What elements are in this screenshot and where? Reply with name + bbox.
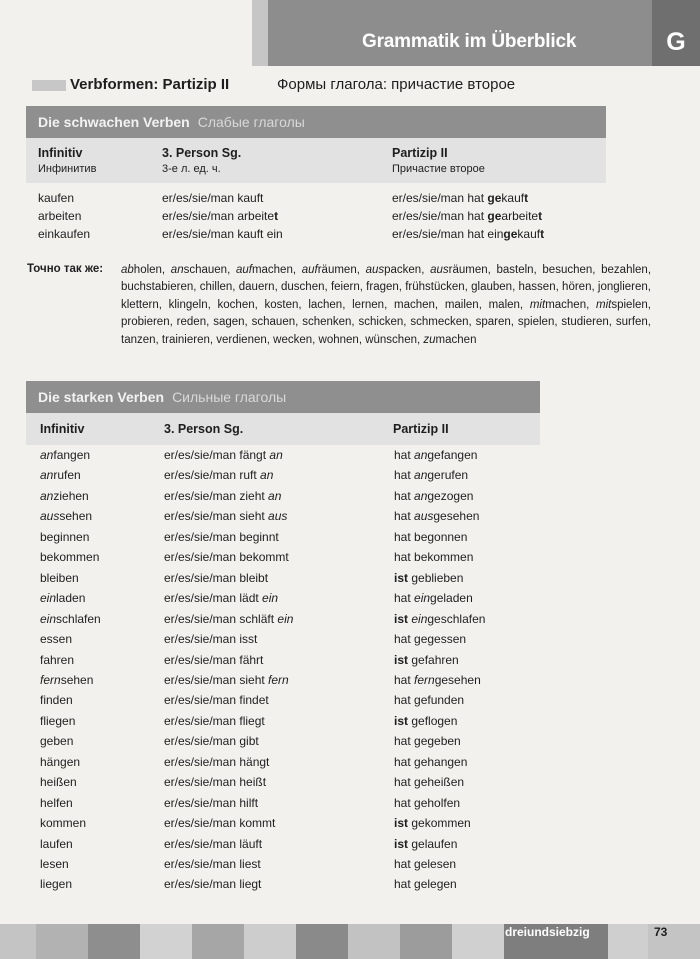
text-fragment: hat: [394, 509, 415, 524]
strong-verbs-band: [26, 381, 540, 413]
strong-infinitiv: [40, 468, 81, 482]
text-fragment: hat: [394, 468, 415, 483]
text-fragment: fern: [268, 672, 289, 687]
strong-band-de: Die starken Verben: [38, 389, 165, 405]
strong-partizip: [394, 468, 468, 482]
weak-partizip: [392, 209, 542, 223]
text-fragment: gekommen: [408, 816, 471, 831]
strong-person-form: [164, 693, 269, 707]
strong-person-form: [164, 591, 278, 605]
text-fragment: bleiben: [40, 570, 79, 585]
footer-block: [296, 924, 348, 959]
strong-person-form: [164, 571, 268, 585]
weak-infinitiv: einkaufen: [38, 227, 91, 241]
strong-partizip: [394, 755, 467, 769]
text-fragment: gefahren: [408, 652, 459, 667]
text-fragment: ge: [487, 209, 502, 223]
strong-person-form: [164, 714, 265, 728]
text-fragment: er/es/sie/man bleibt: [164, 570, 269, 585]
text-fragment: hat: [394, 672, 415, 687]
text-fragment: ge: [487, 191, 502, 205]
text-fragment: machen,: [251, 264, 302, 276]
strong-infinitiv: [40, 775, 77, 789]
strong-col-infinitiv: Infinitiv: [40, 422, 85, 436]
text-fragment: helfen: [40, 795, 73, 810]
text-fragment: er/es/sie/man hat: [392, 209, 488, 223]
strong-person-form: [164, 857, 261, 871]
text-fragment: er/es/sie/man liest: [164, 857, 261, 871]
strong-person-form: [164, 673, 289, 687]
text-fragment: hat gefunden: [394, 693, 465, 708]
text-fragment: gesehen: [433, 509, 480, 524]
text-fragment: er/es/sie/man gibt: [164, 734, 259, 749]
footer-block: [348, 924, 400, 959]
text-fragment: er/es/sie/man hilft: [164, 795, 259, 810]
strong-infinitiv: [40, 755, 80, 769]
text-fragment: machen: [435, 333, 477, 346]
text-fragment: packen,: [384, 264, 431, 276]
text-fragment: ein: [40, 591, 57, 606]
text-fragment: gerufen: [427, 468, 469, 483]
weak-partizip: [392, 227, 544, 241]
text-fragment: gefangen: [427, 448, 478, 462]
text-fragment: räumen, basteln, besuchen, bezahlen, buchstabieren, chillen, dauern, duschen, feiern, fragen, frühstücken, glauben, hassen, hören, jonglieren, klettern, klingeln, kochen, kosten, lachen, lernen, machen, mailen, malen,: [121, 264, 652, 311]
footer-block: [400, 924, 452, 959]
text-fragment: gelaufen: [408, 836, 458, 851]
strong-person-form: [164, 509, 287, 523]
strong-infinitiv: [40, 489, 89, 503]
strong-partizip: [394, 816, 471, 830]
text-fragment: spielen, probieren, reden, sagen, schauen, schenken, schicken, schmecken, sparen, spielen, studieren, surfen, tanzen, trainieren, verdienen, wecken, wohnen, wünschen,: [121, 298, 651, 346]
weak-band-ru: Слабые глаголы: [197, 114, 305, 130]
text-fragment: geschlafen: [427, 611, 486, 626]
weak-col-person-ru: 3-е л. ед. ч.: [162, 163, 221, 175]
section-marker: [32, 80, 66, 91]
text-fragment: mit: [529, 298, 546, 311]
text-fragment: ge: [503, 227, 518, 241]
also-verb-list: [121, 262, 651, 349]
text-fragment: t: [540, 227, 545, 241]
strong-person-form: [164, 837, 262, 851]
strong-partizip: [394, 693, 464, 707]
text-fragment: geladen: [430, 591, 473, 606]
text-fragment: auf: [301, 264, 318, 276]
text-fragment: ist: [394, 816, 409, 831]
weak-infinitiv: kaufen: [38, 191, 75, 205]
text-fragment: liegen: [40, 877, 73, 892]
text-fragment: fern: [414, 672, 435, 687]
text-fragment: ist: [394, 652, 409, 667]
strong-person-form: [164, 775, 266, 789]
strong-partizip: [394, 673, 481, 687]
text-fragment: kauf: [517, 227, 541, 241]
weak-col-partizip-ru: Причастие второе: [392, 163, 485, 175]
strong-person-form: [164, 489, 281, 503]
text-fragment: ist: [394, 570, 409, 585]
weak-table-header: [26, 138, 606, 183]
strong-infinitiv: [40, 816, 86, 830]
text-fragment: geblieben: [408, 570, 464, 585]
strong-person-form: [164, 550, 289, 564]
text-fragment: er/es/sie/man kommt: [164, 816, 276, 831]
text-fragment: aus: [430, 264, 449, 276]
weak-col-person: 3. Person Sg.: [162, 146, 242, 160]
text-fragment: geflogen: [408, 713, 458, 728]
weak-infinitiv: arbeiten: [38, 209, 82, 223]
strong-table-header: [26, 413, 540, 445]
text-fragment: hat gelesen: [394, 857, 457, 871]
text-fragment: er/es/sie/man sieht: [164, 672, 269, 687]
strong-infinitiv: [40, 857, 69, 871]
text-fragment: kommen: [40, 816, 87, 831]
text-fragment: schlafen: [56, 611, 101, 626]
text-fragment: kauf: [501, 191, 525, 205]
text-fragment: er/es/sie/man ruft: [164, 468, 261, 483]
text-fragment: beginnen: [40, 529, 90, 544]
strong-person-form: [164, 448, 283, 462]
text-fragment: hat bekommen: [394, 550, 474, 565]
strong-person-form: [164, 734, 259, 748]
text-fragment: er/es/sie/man hat: [392, 191, 488, 205]
section-title-de: Verbformen: Partizip II: [70, 76, 230, 93]
text-fragment: auf: [235, 264, 252, 276]
strong-infinitiv: [40, 714, 75, 728]
text-fragment: ab: [121, 264, 134, 276]
text-fragment: hat gegessen: [394, 632, 467, 647]
strong-person-form: [164, 612, 293, 626]
footer-block: [36, 924, 88, 959]
strong-partizip: [394, 530, 467, 544]
text-fragment: er/es/sie/man lädt: [164, 591, 263, 606]
strong-partizip: [394, 448, 477, 462]
strong-person-form: [164, 653, 263, 667]
text-fragment: er/es/sie/man findet: [164, 693, 269, 708]
text-fragment: ist: [394, 836, 409, 851]
strong-person-form: [164, 530, 279, 544]
text-fragment: ein: [277, 611, 294, 626]
strong-person-form: [164, 755, 269, 769]
text-fragment: essen: [40, 632, 73, 647]
header-accent: [252, 0, 268, 66]
text-fragment: er/es/sie/man sieht: [164, 509, 269, 524]
text-fragment: er/es/sie/man hat: [392, 227, 488, 241]
text-fragment: an: [260, 468, 274, 483]
text-fragment: hängen: [40, 754, 81, 769]
text-fragment: fern: [40, 672, 61, 687]
strong-col-partizip: Partizip II: [393, 422, 449, 436]
strong-partizip: [394, 653, 459, 667]
text-fragment: holen,: [133, 264, 171, 276]
text-fragment: heißen: [40, 775, 77, 790]
weak-col-infinitiv: Infinitiv: [38, 146, 83, 160]
text-fragment: er/es/sie/man schläft: [164, 611, 278, 626]
text-fragment: arbeite: [501, 209, 539, 223]
weak-verbs-band: [26, 106, 606, 138]
weak-col-infinitiv-ru: Инфинитив: [38, 163, 97, 175]
strong-partizip: [394, 837, 457, 851]
text-fragment: er/es/sie/man fängt: [164, 448, 270, 462]
text-fragment: er/es/sie/man hängt: [164, 754, 270, 769]
text-fragment: machen,: [545, 298, 597, 311]
also-label: Точно так же:: [27, 263, 104, 275]
text-fragment: laufen: [40, 836, 73, 851]
strong-person-form: [164, 796, 258, 810]
strong-partizip: [394, 796, 460, 810]
footer-block: [140, 924, 192, 959]
strong-partizip: [394, 714, 457, 728]
strong-infinitiv: [40, 571, 79, 585]
text-fragment: hat: [394, 448, 415, 462]
strong-infinitiv: [40, 734, 73, 748]
text-fragment: an: [40, 448, 54, 462]
strong-partizip: [394, 775, 464, 789]
text-fragment: bekommen: [40, 550, 100, 565]
text-fragment: ein: [411, 611, 428, 626]
text-fragment: hat gelegen: [394, 877, 457, 892]
strong-partizip: [394, 612, 485, 626]
text-fragment: er/es/sie/man heißt: [164, 775, 267, 790]
weak-person-form: [162, 209, 278, 223]
page-number: 73: [654, 925, 668, 939]
text-fragment: an: [40, 488, 54, 503]
strong-person-form: [164, 877, 261, 891]
text-fragment: lesen: [40, 857, 69, 871]
text-fragment: ein: [262, 591, 279, 606]
text-fragment: geben: [40, 734, 74, 749]
strong-partizip: [394, 877, 457, 891]
text-fragment: schauen,: [183, 264, 236, 276]
strong-infinitiv: [40, 673, 93, 687]
strong-infinitiv: [40, 693, 73, 707]
text-fragment: ist: [394, 611, 409, 626]
text-fragment: er/es/sie/man fährt: [164, 652, 264, 667]
text-fragment: fliegen: [40, 713, 76, 728]
page-number-word: dreiundsiebzig: [505, 925, 590, 939]
strong-partizip: [394, 591, 473, 605]
text-fragment: mit: [596, 298, 612, 311]
section-title-ru: Формы глагола: причастие второе: [277, 76, 516, 93]
footer-block: [244, 924, 296, 959]
strong-infinitiv: [40, 448, 90, 462]
strong-infinitiv: [40, 550, 99, 564]
text-fragment: an: [268, 488, 282, 503]
text-fragment: t: [538, 209, 543, 223]
strong-partizip: [394, 550, 473, 564]
strong-infinitiv: [40, 591, 85, 605]
text-fragment: sehen: [60, 672, 94, 687]
strong-partizip: [394, 489, 473, 503]
text-fragment: gesehen: [434, 672, 481, 687]
footer-block: [192, 924, 244, 959]
footer-block: [452, 924, 504, 959]
text-fragment: hat: [394, 488, 415, 503]
text-fragment: zu: [423, 333, 436, 346]
text-fragment: laden: [56, 591, 86, 606]
text-fragment: aus: [414, 509, 434, 524]
text-fragment: aus: [365, 264, 385, 276]
text-fragment: er/es/sie/man isst: [164, 632, 258, 647]
text-fragment: an: [269, 448, 283, 462]
page-title: Grammatik im Überblick: [362, 31, 577, 52]
text-fragment: er/es/sie/man beginnt: [164, 529, 279, 544]
strong-col-person: 3. Person Sg.: [164, 422, 244, 436]
text-fragment: hat gehangen: [394, 754, 468, 769]
strong-infinitiv: [40, 612, 101, 626]
text-fragment: er/es/sie/man liegt: [164, 877, 262, 892]
text-fragment: an: [40, 468, 54, 483]
weak-col-partizip: Partizip II: [392, 146, 448, 160]
strong-person-form: [164, 632, 257, 646]
strong-infinitiv: [40, 653, 74, 667]
text-fragment: hat gegeben: [394, 734, 461, 749]
ending-highlight: t: [274, 209, 279, 223]
text-fragment: fahren: [40, 652, 75, 667]
strong-infinitiv: [40, 877, 72, 891]
text-fragment: er/es/sie/man arbeite: [162, 209, 275, 223]
strong-infinitiv: [40, 530, 89, 544]
weak-person-form: er/es/sie/man kauft ein: [162, 227, 283, 241]
text-fragment: räumen,: [317, 264, 366, 276]
text-fragment: er/es/sie/man läuft: [164, 836, 263, 851]
text-fragment: t: [524, 191, 529, 205]
text-fragment: an: [170, 264, 184, 276]
text-fragment: sehen: [59, 509, 93, 524]
text-fragment: ein: [414, 591, 431, 606]
text-fragment: hat geholfen: [394, 795, 461, 810]
weak-person-form: er/es/sie/man kauft: [162, 191, 264, 205]
text-fragment: an: [414, 448, 428, 462]
text-fragment: hat geheißen: [394, 775, 465, 790]
text-fragment: hat begonnen: [394, 529, 468, 544]
footer-block: [608, 924, 648, 959]
text-fragment: aus: [40, 509, 60, 524]
text-fragment: gezogen: [427, 488, 474, 503]
strong-infinitiv: [40, 796, 73, 810]
text-fragment: er/es/sie/man bekommt: [164, 550, 289, 565]
chapter-tab: G: [652, 0, 700, 66]
strong-partizip: [394, 571, 463, 585]
strong-partizip: [394, 734, 461, 748]
strong-infinitiv: [40, 632, 72, 646]
text-fragment: rufen: [53, 468, 81, 483]
text-fragment: er/es/sie/man fliegt: [164, 713, 265, 728]
text-fragment: ist: [394, 713, 409, 728]
strong-partizip: [394, 632, 466, 646]
text-fragment: ein: [487, 227, 504, 241]
text-fragment: an: [414, 468, 428, 483]
text-fragment: hat: [394, 591, 415, 606]
footer-block: [88, 924, 140, 959]
strong-partizip: [394, 509, 479, 523]
text-fragment: er/es/sie/man zieht: [164, 488, 269, 503]
strong-person-form: [164, 816, 275, 830]
strong-person-form: [164, 468, 273, 482]
strong-partizip: [394, 857, 456, 871]
text-fragment: an: [414, 488, 428, 503]
weak-partizip: [392, 191, 528, 205]
strong-infinitiv: [40, 837, 73, 851]
weak-band-de: Die schwachen Verben: [38, 114, 190, 130]
strong-infinitiv: [40, 509, 92, 523]
text-fragment: ein: [40, 611, 57, 626]
text-fragment: aus: [268, 509, 288, 524]
text-fragment: fangen: [53, 448, 91, 462]
strong-band-ru: Сильные глаголы: [172, 389, 287, 405]
text-fragment: finden: [40, 693, 73, 708]
text-fragment: ziehen: [53, 488, 89, 503]
